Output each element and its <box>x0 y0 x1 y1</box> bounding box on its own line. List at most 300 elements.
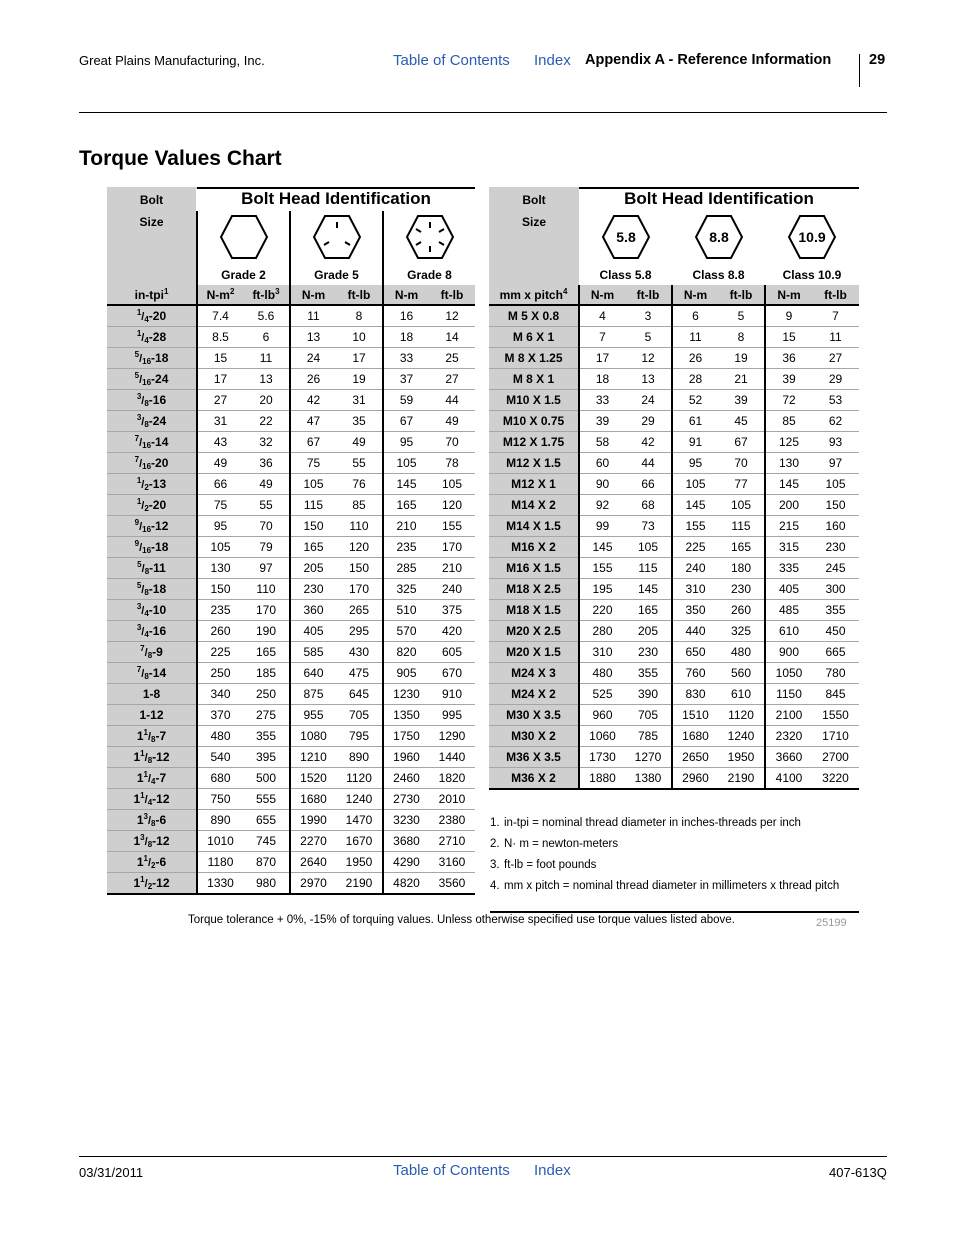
size-whole: 1 <box>136 813 144 827</box>
torque-value: 52 <box>672 390 718 411</box>
header-rule <box>79 112 887 113</box>
bolt-size-cell: M36 X 3.5 <box>489 747 579 768</box>
torque-value: 2710 <box>429 831 475 852</box>
fraction-size <box>137 582 166 596</box>
torque-value: 170 <box>336 579 383 600</box>
torque-value: 36 <box>765 348 812 369</box>
torque-value: 67 <box>718 432 765 453</box>
col-header-nm: N-m <box>290 285 336 305</box>
col-header-ftlb: $ft-lb^3$ <box>243 285 290 305</box>
torque-value: 13 <box>290 327 336 348</box>
torque-value: 645 <box>336 684 383 705</box>
bolt-size-cell: M30 X 2 <box>489 726 579 747</box>
size-whole: 1 <box>133 834 141 848</box>
size-dash: - <box>148 624 153 638</box>
torque-value: 205 <box>290 558 336 579</box>
table-row <box>489 558 859 579</box>
torque-value: 300 <box>812 579 859 600</box>
torque-value: 1440 <box>429 747 475 768</box>
torque-value: 1960 <box>383 747 429 768</box>
torque-value: 68 <box>625 495 672 516</box>
section-title: Appendix A - Reference Information <box>585 52 832 68</box>
col-header-ftlb: ft-lb <box>625 285 672 305</box>
torque-value: 21 <box>718 369 765 390</box>
bolt-size-cell: M 6 X 1 <box>489 327 579 348</box>
torque-value: 1120 <box>336 768 383 789</box>
torque-value: 145 <box>672 495 718 516</box>
torque-value: 5 <box>718 305 765 327</box>
size-dash: - <box>151 435 156 449</box>
fraction-size <box>137 561 166 575</box>
table-row <box>489 348 859 369</box>
footnote-item <box>490 879 855 893</box>
torque-value: 24 <box>290 348 336 369</box>
table-row <box>489 495 859 516</box>
torque-value: 905 <box>383 663 429 684</box>
torque-value: 395 <box>243 747 290 768</box>
table-row <box>107 873 475 895</box>
torque-value: 870 <box>243 852 290 873</box>
size-denominator: 8 <box>144 672 149 681</box>
svg-text:8.8: 8.8 <box>708 228 729 245</box>
torque-value: 1990 <box>290 810 336 831</box>
footnote-text: in-tpi = nominal thread diameter in inches-threads per inch <box>504 817 801 829</box>
torque-value: 150 <box>336 558 383 579</box>
size-slash: / <box>147 731 152 743</box>
torque-value: 91 <box>672 432 718 453</box>
table-row <box>489 305 859 327</box>
table-row <box>489 726 859 747</box>
table-row <box>107 432 475 453</box>
size-denominator: 8 <box>147 651 153 660</box>
torque-value: 8.5 <box>197 327 243 348</box>
torque-value: 97 <box>812 453 859 474</box>
torque-value: 73 <box>625 516 672 537</box>
torque-value: 1230 <box>383 684 429 705</box>
torque-value: 115 <box>625 558 672 579</box>
torque-value: 750 <box>197 789 243 810</box>
metric-key-header: mm x pitch$^4$ <box>489 285 579 305</box>
torque-value: 5 <box>625 327 672 348</box>
torque-value: 1710 <box>812 726 859 747</box>
size-numerator: 3 <box>140 833 145 842</box>
metric-bolt-head-title: Bolt Head Identification <box>624 189 814 208</box>
torque-value: 670 <box>429 663 475 684</box>
torque-value: 24 <box>625 390 672 411</box>
torque-value: 17 <box>336 348 383 369</box>
torque-value: 500 <box>243 768 290 789</box>
footnote-text: N· m = newton-meters <box>504 838 619 850</box>
footer-toc-link[interactable]: Table of Contents <box>393 1162 510 1179</box>
torque-value: 3230 <box>383 810 429 831</box>
torque-value: 310 <box>579 642 625 663</box>
table-row <box>489 411 859 432</box>
torque-value: 1150 <box>765 684 812 705</box>
header-toc-link[interactable]: Table of Contents <box>393 52 510 69</box>
torque-value: 1820 <box>429 768 475 789</box>
bolt-size-cell: M10 X 0.75 <box>489 411 579 432</box>
torque-value: 13 <box>243 369 290 390</box>
torque-value: 19 <box>336 369 383 390</box>
fraction-size <box>137 855 166 869</box>
size-denominator: 2 <box>151 861 156 870</box>
size-slash: / <box>144 794 148 806</box>
fraction-size <box>137 771 166 785</box>
torque-value: 53 <box>812 390 859 411</box>
tolerance-note: Torque tolerance + 0%, -15% of torquing values. Unless otherwise specified use torque values listed above. <box>188 914 735 926</box>
size-dash: - <box>155 771 160 785</box>
torque-value: 31 <box>197 411 243 432</box>
torque-value: 165 <box>243 642 290 663</box>
torque-value: 4820 <box>383 873 429 895</box>
fraction-size <box>133 792 169 806</box>
table-row <box>489 537 859 558</box>
size-whole: 1 <box>133 792 141 806</box>
torque-value: 105 <box>672 474 718 495</box>
table-row <box>489 747 859 768</box>
size-slash: / <box>139 521 143 533</box>
size-dash: - <box>152 876 157 890</box>
torque-value: 32 <box>243 432 290 453</box>
size-denominator: 8 <box>147 756 153 765</box>
svg-text:10.9: 10.9 <box>798 228 826 245</box>
table-row <box>107 621 475 642</box>
torque-value: 1680 <box>290 789 336 810</box>
size-dash: - <box>155 729 160 743</box>
table-row <box>489 327 859 348</box>
size-numerator: 1 <box>143 728 148 737</box>
torque-value: 235 <box>197 600 243 621</box>
torque-value: 7 <box>812 305 859 327</box>
torque-value: 2190 <box>718 768 765 790</box>
size-dash: - <box>148 666 153 680</box>
bolt-size-cell <box>107 495 197 516</box>
torque-value: 350 <box>672 600 718 621</box>
size-dash: - <box>151 456 156 470</box>
bolt-size-cell <box>107 642 197 663</box>
size-numerator: 7 <box>134 455 140 464</box>
torque-value: 26 <box>672 348 718 369</box>
table-row <box>489 390 859 411</box>
size-tpi: 28 <box>152 330 167 344</box>
bolt-size-cell <box>107 305 197 327</box>
size-numerator: 7 <box>136 665 142 674</box>
size-denominator: 4 <box>144 336 149 345</box>
table-row <box>107 579 475 600</box>
torque-value: 1670 <box>336 831 383 852</box>
torque-value: 1950 <box>336 852 383 873</box>
torque-value: 55 <box>336 453 383 474</box>
fraction-size <box>135 456 169 470</box>
size-dash: - <box>152 645 157 659</box>
size-tpi: 24 <box>155 372 169 386</box>
torque-value: 72 <box>765 390 812 411</box>
torque-value: 570 <box>383 621 429 642</box>
torque-value: 795 <box>336 726 383 747</box>
size-denominator: 4 <box>144 609 149 618</box>
size-numerator: 1 <box>136 497 142 506</box>
bolt-size-cell <box>107 474 197 495</box>
torque-value: 230 <box>812 537 859 558</box>
torque-value: 2970 <box>290 873 336 895</box>
bolt-size-cell <box>107 453 197 474</box>
torque-value: 2270 <box>290 831 336 852</box>
fraction-size <box>137 729 166 743</box>
fraction-size <box>135 519 169 533</box>
torque-value: 1550 <box>812 705 859 726</box>
torque-value: 95 <box>672 453 718 474</box>
table-row <box>489 642 859 663</box>
size-denominator: 16 <box>142 525 152 534</box>
fraction-size <box>137 498 166 512</box>
figure-id: 25199 <box>816 917 847 929</box>
torque-value: 610 <box>765 621 812 642</box>
torque-value: 7.4 <box>197 305 243 327</box>
table-row <box>107 831 475 852</box>
torque-value: 610 <box>718 684 765 705</box>
torque-value: 150 <box>290 516 336 537</box>
size-slash: / <box>141 563 145 575</box>
size-numerator: 7 <box>140 644 145 653</box>
torque-value: 27 <box>197 390 243 411</box>
size-tpi: 20 <box>152 498 167 512</box>
torque-value: 955 <box>290 705 336 726</box>
torque-value: 1290 <box>429 726 475 747</box>
size-denominator: 16 <box>142 462 152 471</box>
torque-value: 7 <box>579 327 625 348</box>
size-slash: / <box>144 878 148 890</box>
torque-value: 960 <box>579 705 625 726</box>
torque-value: 295 <box>336 621 383 642</box>
torque-value: 29 <box>812 369 859 390</box>
size-denominator: 4 <box>147 798 153 807</box>
size-tpi: 20 <box>155 456 169 470</box>
footer-index-link[interactable]: Index <box>534 1162 571 1179</box>
fraction-size <box>135 372 169 386</box>
torque-value: 55 <box>243 495 290 516</box>
bolt-size-cell <box>107 768 197 789</box>
torque-value: 85 <box>765 411 812 432</box>
fraction-size <box>133 834 169 848</box>
bolt-size-cell: M24 X 2 <box>489 684 579 705</box>
grade-8-label: Grade 8 <box>383 265 475 285</box>
size-slash: / <box>141 332 145 344</box>
size-slash: / <box>141 500 145 512</box>
torque-value: 15 <box>765 327 812 348</box>
size-slash: / <box>141 626 145 638</box>
imperial-key-header: in-tpi$^1$ <box>107 285 197 305</box>
size-numerator: 7 <box>134 434 140 443</box>
table-row <box>107 663 475 684</box>
size-tpi: 10 <box>152 603 167 617</box>
header-divider <box>859 54 860 87</box>
footer-doc-number: 407-613Q <box>829 1165 887 1180</box>
torque-value: 12 <box>429 305 475 327</box>
torque-value: 280 <box>579 621 625 642</box>
torque-value: 49 <box>429 411 475 432</box>
footnote-item <box>490 816 855 830</box>
metric-bolt-size-label: Bolt Size <box>489 189 579 285</box>
bolt-size-cell: M 5 X 0.8 <box>489 305 579 327</box>
size-tpi: 13 <box>152 477 167 491</box>
fraction-size <box>137 624 166 638</box>
torque-value: 11 <box>290 305 336 327</box>
torque-value: 190 <box>243 621 290 642</box>
torque-value: 340 <box>197 684 243 705</box>
torque-value: 92 <box>579 495 625 516</box>
size-dash: - <box>155 813 160 827</box>
size-numerator: 5 <box>134 350 140 359</box>
fraction-size <box>137 414 166 428</box>
size-denominator: 8 <box>151 735 156 744</box>
size-tpi: 14 <box>155 435 169 449</box>
bolt-size-cell: M10 X 1.5 <box>489 390 579 411</box>
footnote-number: 2. <box>490 838 500 850</box>
bolt-size-cell: M30 X 3.5 <box>489 705 579 726</box>
size-slash: / <box>139 437 143 449</box>
table-row <box>107 558 475 579</box>
torque-value: 42 <box>290 390 336 411</box>
footnote-text: ft-lb = foot pounds <box>504 859 597 871</box>
torque-value: 275 <box>243 705 290 726</box>
size-slash: / <box>141 584 145 596</box>
torque-value: 1350 <box>383 705 429 726</box>
table-row <box>489 684 859 705</box>
torque-value: 890 <box>336 747 383 768</box>
size-denominator: 8 <box>144 588 149 597</box>
torque-value: 105 <box>197 537 243 558</box>
torque-value: 76 <box>336 474 383 495</box>
torque-value: 44 <box>429 390 475 411</box>
torque-value: 155 <box>429 516 475 537</box>
bolt-size-cell: M20 X 2.5 <box>489 621 579 642</box>
size-numerator: 1 <box>143 854 148 863</box>
torque-value: 1680 <box>672 726 718 747</box>
grade-5-label: Grade 5 <box>290 265 383 285</box>
fraction-size <box>133 750 169 764</box>
fraction-size <box>135 351 169 365</box>
torque-value: 67 <box>290 432 336 453</box>
torque-value: 2320 <box>765 726 812 747</box>
size-whole: 1 <box>136 771 144 785</box>
torque-value: 355 <box>812 600 859 621</box>
torque-value: 33 <box>579 390 625 411</box>
size-tpi: 18 <box>155 540 169 554</box>
size-denominator: 8 <box>151 819 156 828</box>
col-header-ftlb: ft-lb <box>812 285 859 305</box>
torque-value: 900 <box>765 642 812 663</box>
table-row <box>107 789 475 810</box>
bolt-size-cell <box>107 663 197 684</box>
imperial-torque-table <box>107 187 475 895</box>
torque-value: 2100 <box>765 705 812 726</box>
torque-value: 49 <box>197 453 243 474</box>
torque-value: 6 <box>672 305 718 327</box>
torque-value: 70 <box>243 516 290 537</box>
bolt-size-cell: 1-8 <box>107 684 197 705</box>
torque-value: 70 <box>429 432 475 453</box>
torque-value: 540 <box>197 747 243 768</box>
hex-class-10-9-icon <box>765 211 859 265</box>
torque-value: 245 <box>812 558 859 579</box>
col-header-nm: $N-m^2$ <box>197 285 243 305</box>
svg-text:5.8: 5.8 <box>615 228 636 245</box>
size-numerator: 5 <box>136 581 142 590</box>
torque-value: 390 <box>625 684 672 705</box>
torque-value: 355 <box>243 726 290 747</box>
bolt-size-cell <box>107 516 197 537</box>
torque-value: 405 <box>290 621 336 642</box>
table-row <box>107 705 475 726</box>
torque-value: 6 <box>243 327 290 348</box>
bolt-size-cell <box>107 390 197 411</box>
bolt-size-cell: M16 X 2 <box>489 537 579 558</box>
footnote-item <box>490 837 855 851</box>
table-row <box>489 600 859 621</box>
torque-value: 1380 <box>625 768 672 790</box>
torque-value: 95 <box>197 516 243 537</box>
size-slash: / <box>147 815 152 827</box>
footer-rule <box>79 1156 887 1157</box>
torque-value: 115 <box>290 495 336 516</box>
imperial-bolt-head-title: Bolt Head Identification <box>241 189 431 208</box>
size-whole: 1 <box>136 729 144 743</box>
torque-value: 1470 <box>336 810 383 831</box>
table-row <box>489 474 859 495</box>
torque-value: 230 <box>718 579 765 600</box>
size-denominator: 16 <box>142 546 152 555</box>
fraction-size <box>135 435 169 449</box>
size-denominator: 4 <box>144 630 149 639</box>
torque-value: 2190 <box>336 873 383 895</box>
size-tpi: 14 <box>152 666 167 680</box>
torque-value: 11 <box>672 327 718 348</box>
size-slash: / <box>144 836 148 848</box>
size-tpi: 12 <box>156 834 170 848</box>
fraction-size <box>137 813 166 827</box>
torque-value: 3660 <box>765 747 812 768</box>
fraction-size <box>137 666 166 680</box>
torque-value: 510 <box>383 600 429 621</box>
torque-value: 165 <box>718 537 765 558</box>
col-header-ftlb: ft-lb <box>336 285 383 305</box>
size-denominator: 8 <box>147 840 153 849</box>
torque-value: 11 <box>812 327 859 348</box>
torque-value: 225 <box>672 537 718 558</box>
torque-value: 35 <box>336 411 383 432</box>
torque-value: 355 <box>625 663 672 684</box>
table-row <box>489 516 859 537</box>
table-row <box>107 726 475 747</box>
fraction-size <box>137 309 166 323</box>
table-row <box>107 495 475 516</box>
torque-value: 49 <box>243 474 290 495</box>
size-tpi: 12 <box>156 792 170 806</box>
torque-value: 405 <box>765 579 812 600</box>
table-row <box>489 621 859 642</box>
size-numerator: 9 <box>134 539 140 548</box>
size-slash: / <box>141 311 145 323</box>
page-number: 29 <box>869 52 886 68</box>
header-index-link[interactable]: Index <box>534 52 571 69</box>
torque-value: 75 <box>197 495 243 516</box>
torque-value: 39 <box>718 390 765 411</box>
torque-value: 42 <box>625 432 672 453</box>
torque-value: 1950 <box>718 747 765 768</box>
torque-value: 995 <box>429 705 475 726</box>
torque-value: 220 <box>579 600 625 621</box>
col-header-ftlb: ft-lb <box>718 285 765 305</box>
